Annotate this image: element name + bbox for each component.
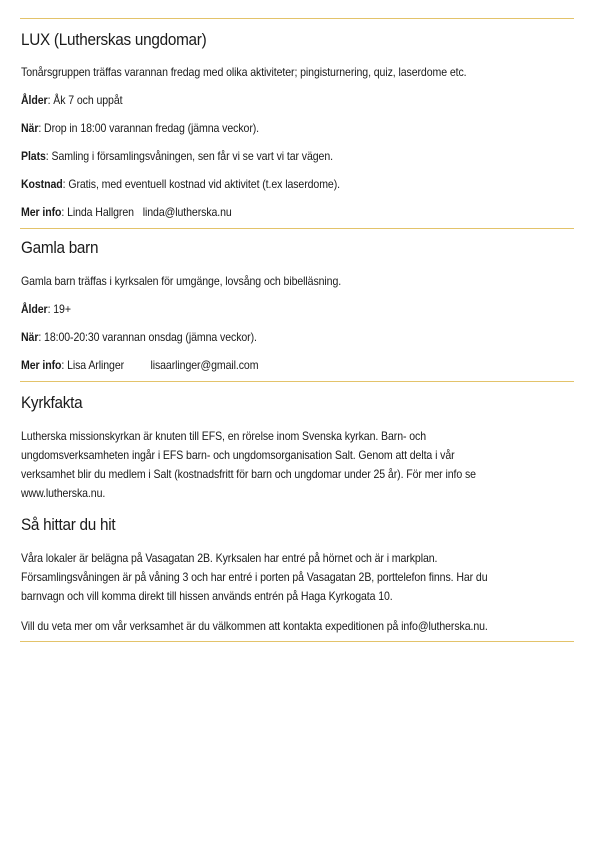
lux-when: När: Drop in 18:00 varannan fredag (jämna veckor).	[21, 121, 260, 135]
divider	[20, 228, 574, 229]
gamla-when-value: 18:00-20:30 varannan onsdag (jämna veckor).	[44, 330, 257, 344]
hitta-line: barnvagn och vill komma direkt till hissen används entrén på Haga Kyrkogata 10.	[21, 589, 393, 603]
lux-place-label: Plats	[21, 149, 46, 163]
hitta-contact: Vill du veta mer om vår verksamhet är du välkommen att kontakta expeditionen på info@lutherska.nu.	[21, 619, 488, 633]
divider	[20, 381, 574, 382]
kyrkfakta-line: Lutherska missionskyrkan är knuten till EFS, en rörelse inom Svenska kyrkan. Barn- och	[21, 429, 427, 443]
lux-cost-label: Kostnad	[21, 177, 63, 191]
gamla-contact-name: Lisa Arlinger	[67, 358, 125, 372]
lux-contact-email[interactable]: linda@lutherska.nu	[142, 205, 232, 219]
lux-age-value: Åk 7 och uppåt	[53, 93, 123, 107]
lux-contact-name: Linda Hallgren	[67, 205, 134, 219]
hitta-heading: Så hittar du hit	[21, 515, 116, 534]
hitta-line: Församlingsvåningen är på våning 3 och har entré i porten på Vasagatan 2B, porttelefon finns. Har du	[21, 570, 488, 584]
lux-when-value: Drop in 18:00 varannan fredag (jämna veckor).	[44, 121, 260, 135]
gamla-when-label: När	[21, 330, 39, 344]
divider	[20, 641, 574, 642]
gamla-heading: Gamla barn	[21, 238, 99, 257]
lux-heading: LUX (Lutherskas ungdomar)	[21, 30, 207, 49]
kyrkfakta-heading: Kyrkfakta	[21, 393, 83, 412]
lux-age-label: Ålder	[21, 93, 48, 107]
kyrkfakta-line: verksamhet blir du medlem i Salt (kostnadsfritt för barn och ungdomar under 25 år). För mer info se	[21, 467, 476, 481]
lux-cost: Kostnad: Gratis, med eventuell kostnad vid aktivitet (t.ex laserdome).	[21, 177, 340, 191]
gamla-age-value: 19+	[53, 302, 71, 316]
lux-info: Mer info: Linda Hallgren linda@lutherska.nu	[21, 205, 232, 219]
lux-place: Plats: Samling i församlingsvåningen, sen får vi se vart vi tar vägen.	[21, 149, 333, 163]
lux-age: Ålder: Åk 7 och uppåt	[21, 93, 123, 107]
gamla-age: Ålder: 19+	[21, 302, 71, 316]
gamla-age-label: Ålder	[21, 302, 48, 316]
lux-place-value: Samling i församlingsvåningen, sen får vi se vart vi tar vägen.	[51, 149, 333, 163]
hitta-line: Våra lokaler är belägna på Vasagatan 2B. Kyrksalen har entré på hörnet och är i markplan.	[21, 551, 438, 565]
gamla-info-label: Mer info	[21, 358, 62, 372]
gamla-when: När: 18:00-20:30 varannan onsdag (jämna veckor).	[21, 330, 257, 344]
lux-when-label: När	[21, 121, 39, 135]
lux-info-label: Mer info	[21, 205, 62, 219]
gamla-contact-email[interactable]: lisaarlinger@gmail.com	[150, 358, 259, 372]
gamla-intro: Gamla barn träffas i kyrksalen för umgänge, lovsång och bibelläsning.	[21, 274, 342, 288]
lux-intro: Tonårsgruppen träffas varannan fredag med olika aktiviteter; pingisturnering, quiz, laserdome etc.	[21, 65, 467, 79]
divider	[20, 18, 574, 19]
kyrkfakta-line: www.lutherska.nu.	[21, 486, 106, 500]
gamla-info: Mer info: Lisa Arlinger lisaarlinger@gmail.com	[21, 358, 259, 372]
kyrkfakta-line: ungdomsverksamheten ingår i EFS barn- och ungdomsorganisation Salt. Genom att delta i vår	[21, 448, 455, 462]
lux-cost-value: Gratis, med eventuell kostnad vid aktivitet (t.ex laserdome).	[68, 177, 340, 191]
